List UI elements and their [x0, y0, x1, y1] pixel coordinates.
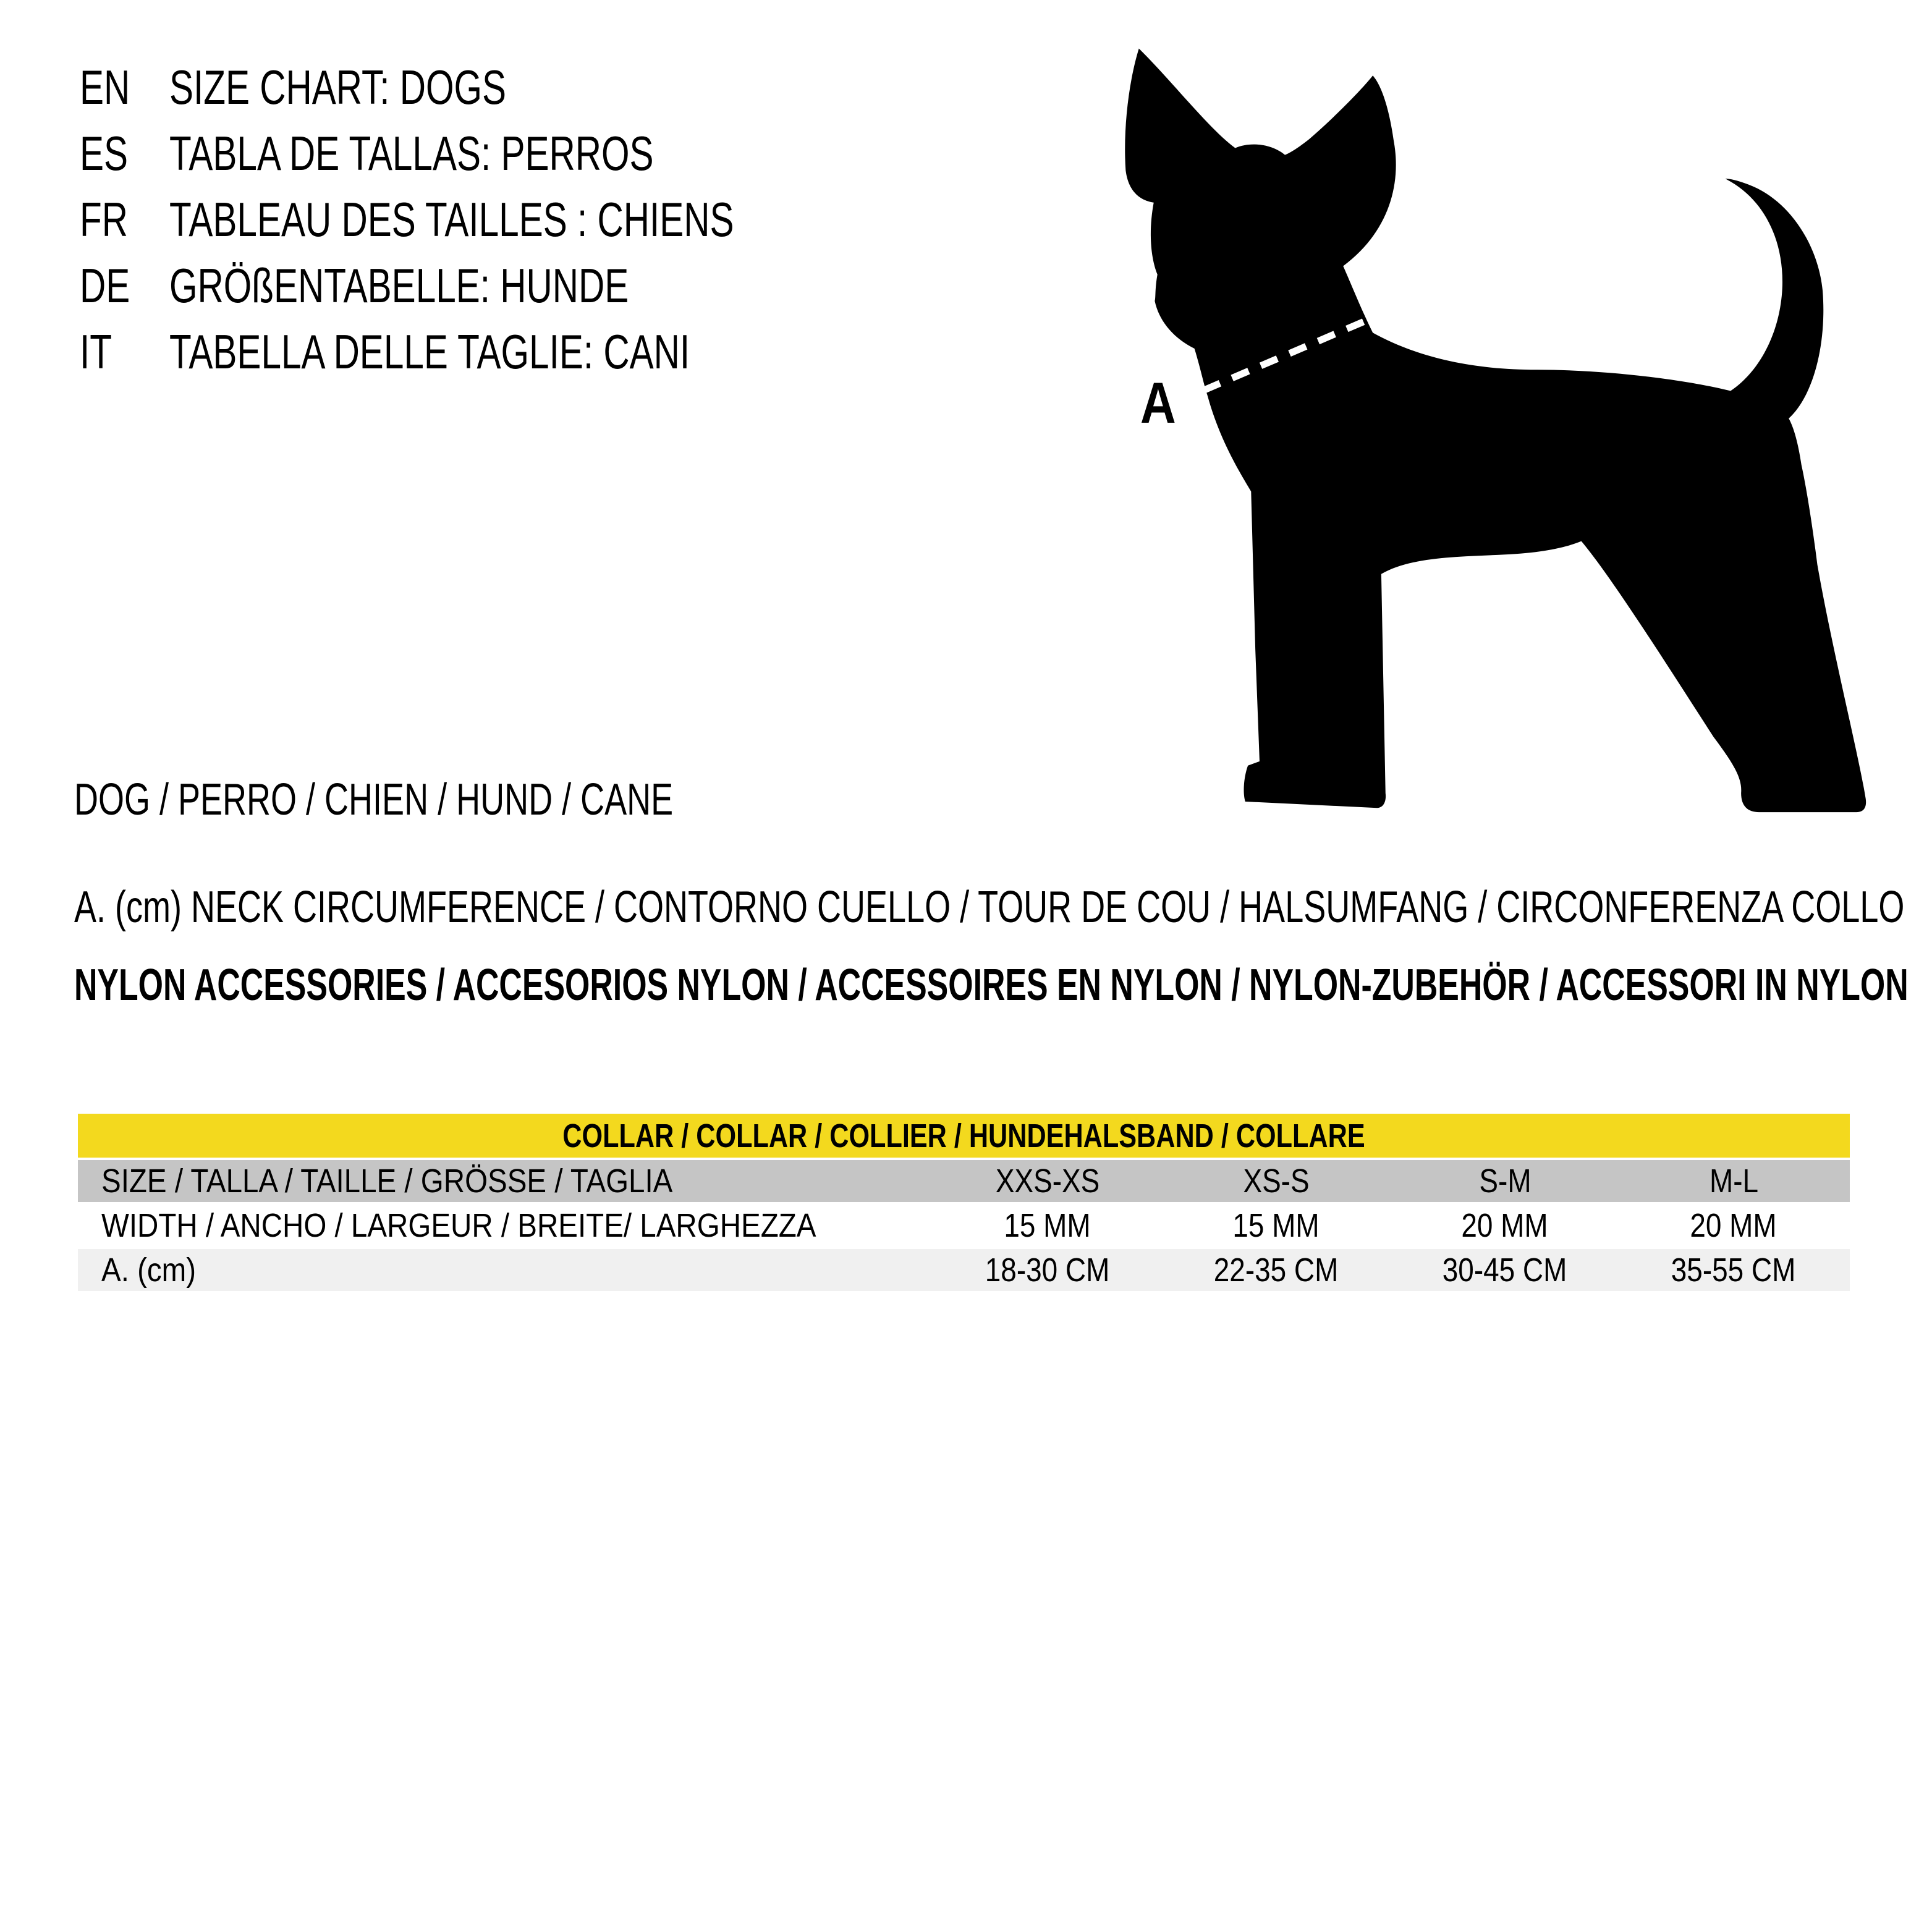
row-label: WIDTH / ANCHO / LARGEUR / BREITE/ LARGHEZZA [101, 1207, 816, 1244]
size-value: XXS-XS [995, 1163, 1100, 1200]
row-label: A. (cm) [101, 1252, 197, 1289]
language-label: TABELLA DELLE TAGLIE: CANI [169, 324, 690, 379]
table-title: COLLAR / COLLAR / COLLIER / HUNDEHALSBAND / COLLARE [562, 1117, 1365, 1155]
table-title-bar [78, 1114, 1850, 1158]
language-row [80, 187, 922, 253]
table-row-width [78, 1202, 1850, 1249]
width-value: 15 MM [1232, 1207, 1320, 1244]
width-cell [1619, 1206, 1848, 1245]
size-table [78, 1114, 1850, 1291]
language-label-cell [169, 258, 922, 314]
size-cell [1162, 1162, 1391, 1200]
neck-cell [1162, 1251, 1391, 1289]
neck-cell [933, 1251, 1162, 1289]
width-value: 15 MM [1004, 1207, 1091, 1244]
material-caption-line [74, 962, 1932, 1009]
dog-caption-line [74, 776, 873, 823]
language-code: IT [80, 324, 112, 379]
language-code-cell [80, 59, 169, 116]
language-code: EN [80, 60, 130, 114]
language-row [80, 121, 922, 187]
language-code-cell [80, 125, 169, 182]
neck-cell [1619, 1251, 1848, 1289]
language-label: SIZE CHART: DOGS [169, 60, 507, 114]
neck-value: 35-55 CM [1671, 1252, 1796, 1289]
width-cell [933, 1206, 1162, 1245]
size-cell [1619, 1162, 1848, 1200]
language-label-cell [169, 125, 922, 182]
language-row [80, 319, 922, 385]
width-cell [1162, 1206, 1391, 1245]
language-label: GRÖßENTABELLE: HUNDE [169, 258, 629, 313]
dog-caption: DOG / PERRO / CHIEN / HUND / CANE [74, 775, 674, 824]
dog-body-shape [1125, 49, 1866, 813]
language-label-cell [169, 192, 922, 248]
neck-circumference-caption: A. (cm) NECK CIRCUMFERENCE / CONTORNO CUELLO / TOUR DE COU / HALSUMFANG / CIRCONFERENZA COLLO [74, 883, 1905, 932]
language-code-cell [80, 192, 169, 248]
language-list [80, 54, 922, 385]
row-label-cell [78, 1206, 933, 1245]
row-label-cell [78, 1162, 933, 1200]
language-label: TABLA DE TALLAS: PERROS [169, 126, 654, 180]
measure-point-label-wrap [1140, 370, 1182, 436]
neck-value: 30-45 CM [1443, 1252, 1567, 1289]
language-code: FR [80, 192, 128, 247]
table-row-size [78, 1160, 1850, 1202]
language-code-cell [80, 324, 169, 380]
size-value: S-M [1478, 1163, 1532, 1200]
dog-silhouette [1075, 25, 1904, 853]
row-label: SIZE / TALLA / TAILLE / GRÖSSE / TAGLIA [101, 1163, 673, 1200]
material-caption: NYLON ACCESSORIES / ACCESORIOS NYLON / ACCESSOIRES EN NYLON / NYLON-ZUBEHÖR / ACCESSORI IN NYLON [74, 960, 1909, 1010]
size-cell [933, 1162, 1162, 1200]
size-cell [1391, 1162, 1619, 1200]
neck-value: 18-30 CM [985, 1252, 1110, 1289]
language-label: TABLEAU DES TAILLES : CHIENS [169, 192, 734, 247]
language-code: DE [80, 258, 130, 313]
measure-point-label: A [1140, 370, 1176, 435]
neck-value: 22-35 CM [1214, 1252, 1339, 1289]
language-row [80, 253, 922, 319]
language-label-cell [169, 59, 922, 116]
language-code: ES [80, 126, 129, 180]
language-row [80, 54, 922, 121]
width-cell [1391, 1206, 1619, 1245]
row-label-cell [78, 1251, 933, 1289]
neck-circumference-caption-line [74, 884, 1932, 931]
size-value: M-L [1709, 1163, 1758, 1200]
size-value: XS-S [1243, 1163, 1310, 1200]
table-row-neck [78, 1249, 1850, 1291]
neck-cell [1391, 1251, 1619, 1289]
width-value: 20 MM [1690, 1207, 1777, 1244]
language-label-cell [169, 324, 922, 380]
language-code-cell [80, 258, 169, 314]
width-value: 20 MM [1461, 1207, 1549, 1244]
